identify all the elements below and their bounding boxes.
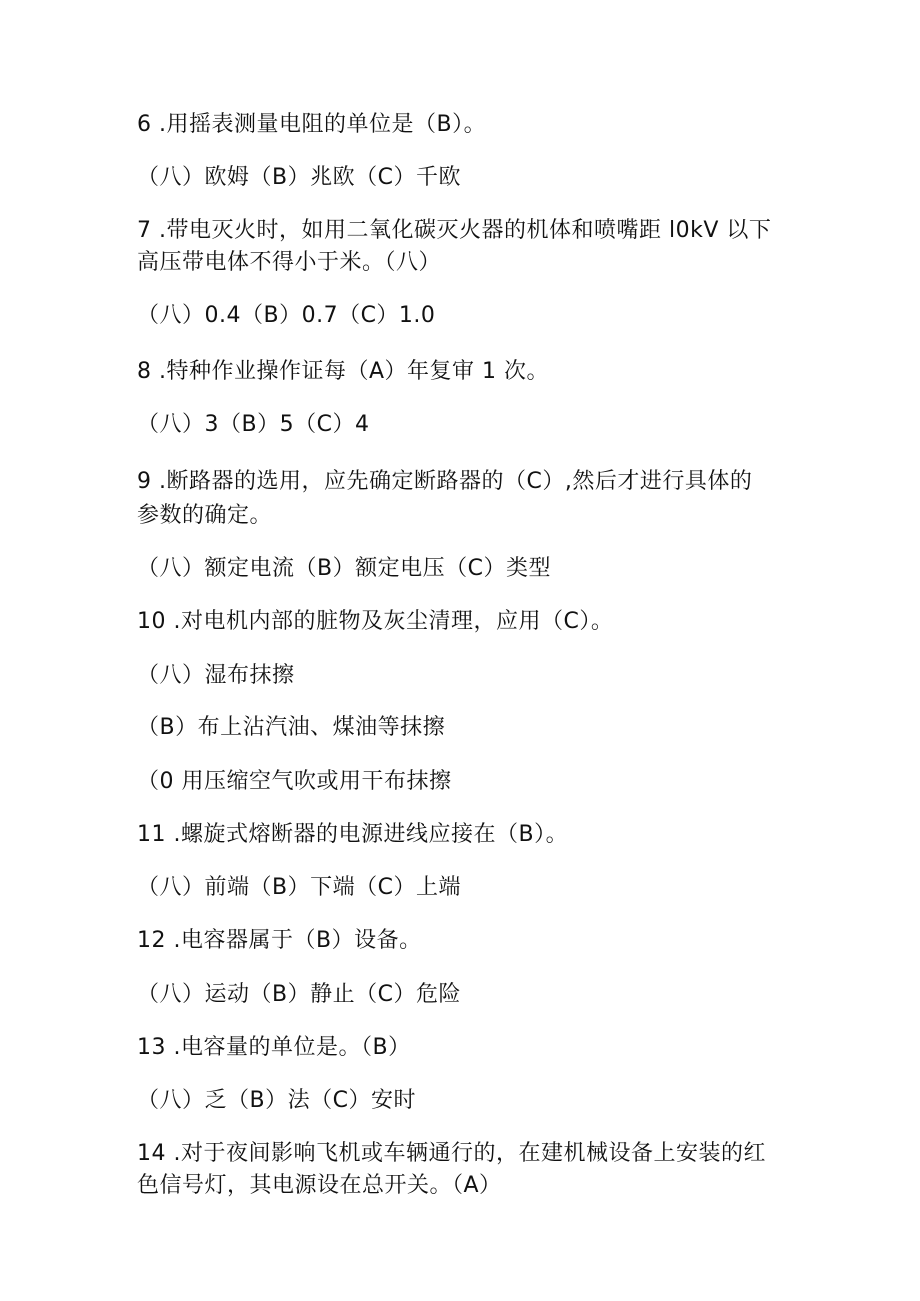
question-13: 13 .电容量的单位是。（B） xyxy=(137,1035,411,1060)
question-14-line-1: 14 .对于夜间影响飞机或车辆通行的，在建机械设备上安装的红 xyxy=(137,1141,766,1166)
option-10-b: （B）布上沾汽油、煤油等抹擦 xyxy=(137,715,446,740)
option-10-c: （0 用压缩空气吹或用干布抹擦 xyxy=(137,769,452,794)
question-9-line-1: 9 .断路器的选用，应先确定断路器的（C）,然后才进行具体的 xyxy=(137,469,753,494)
question-14-line-2: 色信号灯，其电源设在总开关。（A） xyxy=(137,1173,502,1198)
question-10: 10 .对电机内部的脏物及灰尘清理，应用（C）。 xyxy=(137,609,614,634)
options-6: （八）欧姆（B）兆欧（C）千欧 xyxy=(137,165,461,190)
question-7-line-1: 7 .带电灭火时，如用二氧化碳灭火器的机体和喷嘴距 l0kV 以下 xyxy=(137,218,772,243)
question-11: 11 .螺旋式熔断器的电源进线应接在（B）。 xyxy=(137,822,569,847)
options-13: （八）乏（B）法（C）安时 xyxy=(137,1088,416,1113)
options-12: （八）运动（B）静止（C）危险 xyxy=(137,982,461,1007)
option-10-a: （八）湿布抹擦 xyxy=(137,663,295,688)
question-7-line-2: 高压带电体不得小于米。（八） xyxy=(137,250,442,275)
question-6: 6 .用摇表测量电阻的单位是（B）。 xyxy=(137,112,487,137)
options-7: （八）0.4（B）0.7（C）1.0 xyxy=(137,303,436,328)
question-8: 8 .特种作业操作证每（A）年复审 1 次。 xyxy=(137,359,550,384)
question-9-line-2: 参数的确定。 xyxy=(137,503,273,528)
options-8: （八）3（B）5（C）4 xyxy=(137,412,370,437)
options-11: （八）前端（B）下端（C）上端 xyxy=(137,875,461,900)
question-12: 12 .电容器属于（B）设备。 xyxy=(137,928,422,953)
options-9: （八）额定电流（B）额定电压（C）类型 xyxy=(137,556,551,581)
